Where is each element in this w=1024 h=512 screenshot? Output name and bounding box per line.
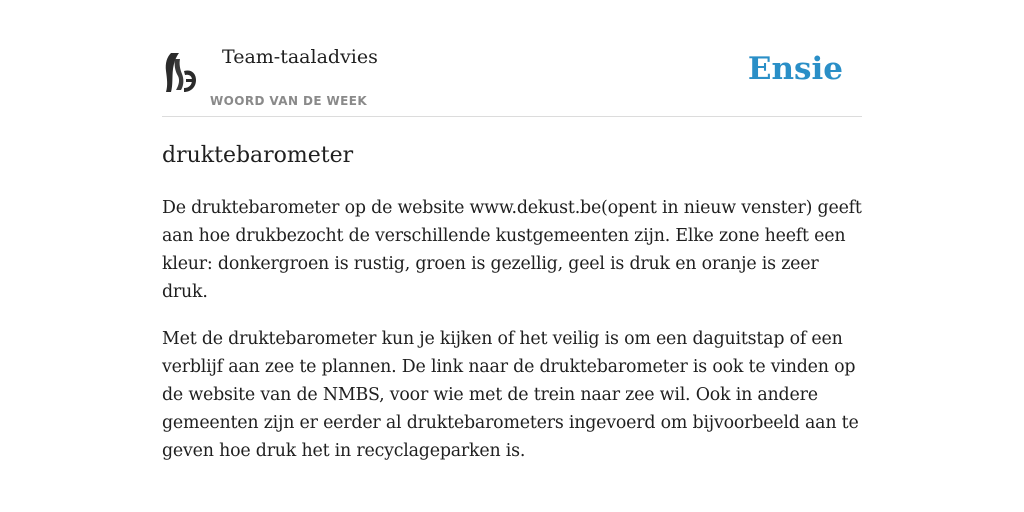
org-name: Team-taaladvies	[222, 46, 378, 68]
word-of-the-week-card	[162, 40, 862, 465]
flemish-lion-logo-icon	[162, 49, 198, 95]
definition-paragraph-2: Met de druktebarometer kun je kijken of het veilig is om een daguitstap of een verblijf aan zee te plannen. De link naar de druktebarometer is ook te vinden op de website van de NMBS, voor wie met de trein naar zee wil. Ook in andere gemeenten zijn er eerder al druktebarometers ingevoerd om bijvoorbeeld aan te geven hoe druk het in recyclageparken is.	[162, 329, 859, 461]
section-subtitle: WOORD VAN DE WEEK	[210, 94, 368, 108]
definition-paragraph-1: De druktebarometer op de website www.dekust.be(opent in nieuw venster) geeft aan hoe drukbezocht de verschillende kustgemeenten zijn. Elke zone heeft een kleur: donkergroen is rustig, groen is gezellig, geel is druk en oranje is zeer druk.	[162, 198, 862, 302]
brand-logo[interactable]: Ensie	[747, 51, 843, 87]
card-header	[162, 40, 862, 117]
word-title: druktebarometer	[162, 143, 354, 168]
